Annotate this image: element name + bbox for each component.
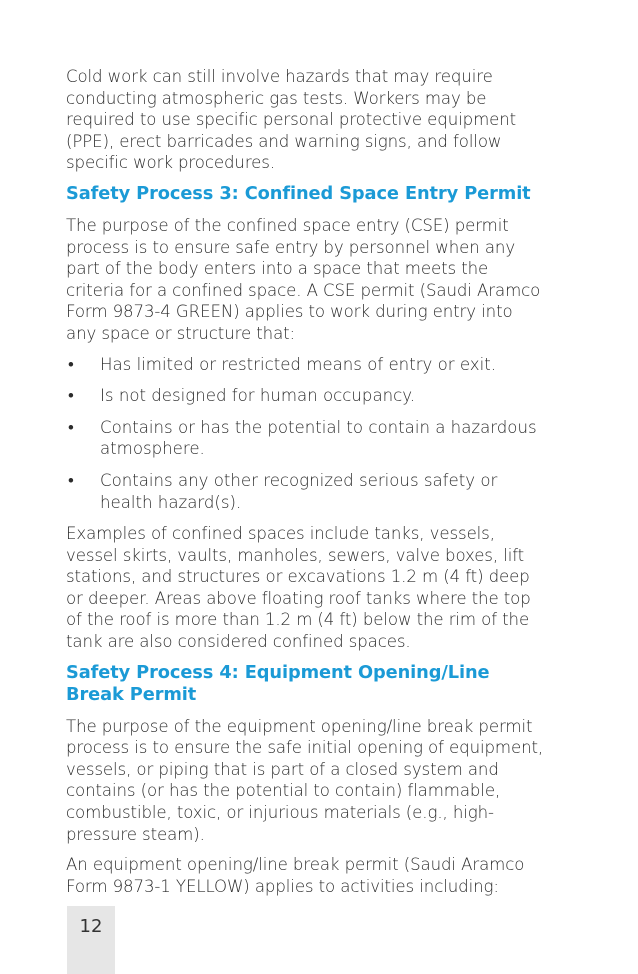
- list-item-text: Has limited or restricted means of entry or exit.: [100, 354, 497, 374]
- list-item-text: Contains any other recognized serious safety or health hazard(s).: [100, 470, 498, 512]
- list-item: [66, 385, 546, 407]
- section-4-paragraph: The purpose of the equipment opening/line break permit process is to ensure the safe initial opening of equipment, vessels, or piping that is part of a closed system and contains (or has the potential to contain) flammable, combustible, toxic, or injurious materials (e.g., high-pressure steam).: [66, 716, 544, 844]
- page-content: [66, 66, 546, 906]
- list-item: [66, 470, 546, 513]
- bullet-icon: •: [68, 417, 74, 437]
- bullet-icon: •: [68, 470, 74, 490]
- section-4-permit-paragraph: An equipment opening/line break permit (Saudi Aramco Form 9873-1 YELLOW) applies to activities including:: [66, 855, 525, 896]
- list-item-text: Contains or has the potential to contain a hazardous atmosphere.: [100, 417, 537, 459]
- list-item: [66, 354, 546, 376]
- list-item-text: Is not designed for human occupancy.: [100, 386, 415, 406]
- page-number: 12: [79, 916, 103, 937]
- bullet-icon: •: [68, 386, 74, 406]
- section-3-heading: Safety Process 3: Confined Space Entry Permit: [66, 182, 531, 204]
- list-item: [66, 417, 546, 460]
- bullet-icon: •: [68, 354, 74, 374]
- confined-space-examples-paragraph: Examples of confined spaces include tanks, vessels, vessel skirts, vaults, manholes, sewers, valve boxes, lift stations, and structures or excavations 1.2 m (4 ft) deep or deeper. Areas above floating roof tanks where the top of the roof is more than 1.2 m (4 ft) below the rim of the tank are also considered confined spaces.: [66, 524, 531, 652]
- intro-paragraph: Cold work can still involve hazards that may require conducting atmospheric gas tests. Workers may be required to use specific personal protective equipment (PPE), erect barricades and warning signs, and follow specific work procedures.: [66, 67, 517, 173]
- page-number-tab: [67, 906, 115, 974]
- section-4-heading: Safety Process 4: Equipment Opening/Line Break Permit: [66, 661, 490, 705]
- criteria-list: [66, 354, 546, 514]
- section-3-paragraph: The purpose of the confined space entry (CSE) permit process is to ensure safe entry by personnel when any part of the body enters into a space that meets the criteria for a confined space. A CSE permit (Saudi Aramco Form 9873-4 GREEN) applies to work during entry into any space or structure that:: [66, 215, 541, 343]
